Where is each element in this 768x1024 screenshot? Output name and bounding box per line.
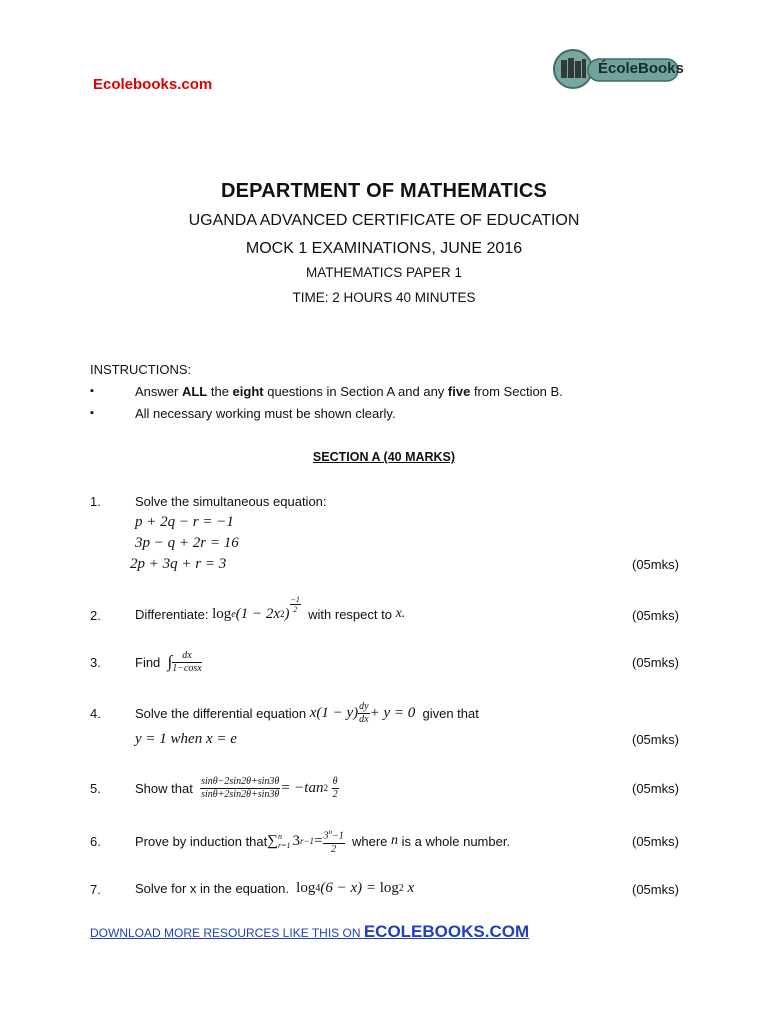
question-text: Show that $\frac{\sin\theta-2\sin 2\theta+\sin 3\theta}{\sin\theta+2\sin 2\theta+\sin 3\theta}$ = −tan 2 $\frac{\theta}{2}$ — [135, 775, 338, 800]
question-marks: (05mks) — [632, 834, 679, 849]
ecolebooks-logo — [552, 48, 682, 90]
footer-text[interactable]: DOWNLOAD MORE RESOURCES LIKE THIS ON — [90, 926, 364, 940]
equation: y = 1 when x = e — [135, 731, 237, 747]
section-heading: SECTION A (40 MARKS) — [312, 450, 456, 464]
instruction-item: Answer ALL the eight questions in Section A and any five from Section B. — [135, 384, 563, 399]
question-number: 1. — [90, 494, 101, 509]
question-text: Prove by induction that ∑ n r=1 3 r−1 = $\frac{3^n-1}{2}$ where n is a whole number. — [135, 828, 511, 855]
equation: 2p + 3q + r = 3 — [130, 556, 227, 572]
footer-download-link[interactable] — [90, 922, 529, 942]
question-text: Differentiate: log e (1 − 2x 2 ) $\frac{-1}{2}$ with respect to x. — [135, 594, 406, 622]
equation: 3p − q + 2r = 16 — [135, 535, 239, 551]
instructions-heading: INSTRUCTIONS: — [90, 362, 192, 377]
question-marks: (05mks) — [632, 882, 679, 897]
question-number: 3. — [90, 655, 101, 670]
question-marks: (05mks) — [632, 781, 679, 796]
equation: p + 2q − r = −1 — [135, 514, 234, 530]
question-text: Solve the simultaneous equation: — [135, 494, 327, 509]
bullet-icon: ▪ — [90, 407, 94, 419]
question-marks: (05mks) — [632, 557, 679, 572]
site-link[interactable]: Ecolebooks.com — [93, 76, 213, 93]
question-number: 2. — [90, 608, 101, 623]
question-number: 7. — [90, 882, 101, 897]
exam-board: UGANDA ADVANCED CERTIFICATE OF EDUCATION — [188, 212, 580, 229]
exam-time: TIME: 2 HOURS 40 MINUTES — [292, 290, 476, 305]
instruction-item: All necessary working must be shown clearly. — [135, 406, 396, 421]
question-marks: (05mks) — [632, 608, 679, 623]
logo-text: ÉcoleBooks — [598, 60, 684, 77]
exam-name: MOCK 1 EXAMINATIONS, JUNE 2016 — [245, 240, 523, 257]
question-text: Find ∫ $\frac{dx}{1-\cos x}$ — [135, 649, 202, 674]
question-text: Solve the differential equation x(1 − y) $\frac{dy}{dx}$ + y = 0 given that — [135, 700, 479, 725]
question-number: 5. — [90, 781, 101, 796]
question-number: 4. — [90, 706, 101, 721]
bullet-icon: ▪ — [90, 385, 94, 397]
question-text: Solve for x in the equation. log 4 (6 − x) = log 2 x — [135, 879, 415, 896]
question-number: 6. — [90, 834, 101, 849]
footer-brand-link[interactable]: ECOLEBOOKS.COM — [363, 922, 530, 941]
question-marks: (05mks) — [632, 732, 679, 747]
department-title: DEPARTMENT OF MATHEMATICS — [220, 180, 548, 202]
question-marks: (05mks) — [632, 655, 679, 670]
paper-name: MATHEMATICS PAPER 1 — [305, 265, 463, 280]
